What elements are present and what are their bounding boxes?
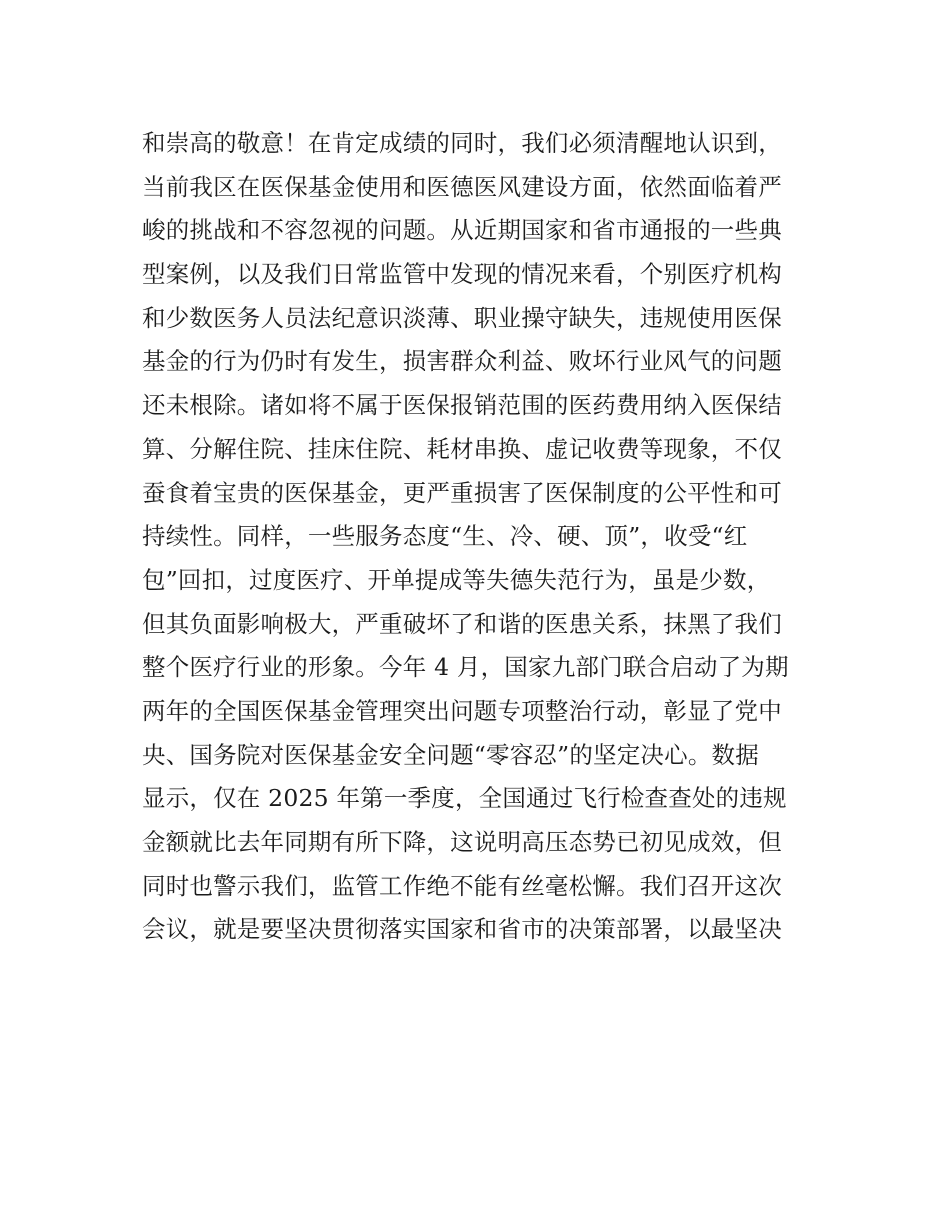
- text-line: 两年的全国医保基金管理突出问题专项整治行动，彰显了党中: [142, 696, 782, 725]
- text-line: 同时也警示我们，监管工作绝不能有丝毫松懈。我们召开这次: [142, 871, 782, 900]
- text-line: 基金的行为仍时有发生，损害群众利益、败坏行业风气的问题: [142, 347, 782, 376]
- text-line: 包”回扣，过度医疗、开单提成等失德失范行为，虽是少数，: [142, 565, 771, 594]
- text-line: 型案例，以及我们日常监管中发现的情况来看，个别医疗机构: [142, 260, 782, 289]
- text-line: 算、分解住院、挂床住院、耗材串换、虚记收费等现象，不仅: [142, 434, 782, 463]
- text-line: 整个医疗行业的形象。今年 4 月，国家九部门联合启动了为期: [142, 653, 789, 682]
- text-line: 持续性。同样，一些服务态度“生、冷、硬、顶”，收受“红: [142, 522, 748, 551]
- text-line: 和少数医务人员法纪意识淡薄、职业操守缺失，违规使用医保: [142, 303, 782, 332]
- body-paragraph: [142, 122, 812, 952]
- text-line: 显示，仅在 2025 年第一季度，全国通过飞行检查查处的违规: [142, 784, 787, 813]
- text-line: 央、国务院对医保基金安全问题“零容忍”的坚定决心。数据: [142, 740, 759, 769]
- text-line: 和崇高的敬意！在肯定成绩的同时，我们必须清醒地认识到，: [142, 129, 782, 157]
- text-line: 金额就比去年同期有所下降，这说明高压态势已初见成效，但: [142, 828, 782, 856]
- text-line: 还未根除。诸如将不属于医保报销范围的医药费用纳入医保结: [142, 391, 782, 420]
- text-line: 但其负面影响极大，严重破坏了和谐的医患关系，抹黑了我们: [142, 609, 782, 638]
- text-line: 峻的挑战和不容忽视的问题。从近期国家和省市通报的一些典: [142, 216, 782, 245]
- text-line: 当前我区在医保基金使用和医德医风建设方面，依然面临着严: [142, 172, 782, 201]
- text-line: 会议，就是要坚决贯彻落实国家和省市的决策部署，以最坚决: [142, 915, 782, 944]
- text-line: 蚕食着宝贵的医保基金，更严重损害了医保制度的公平性和可: [142, 478, 782, 507]
